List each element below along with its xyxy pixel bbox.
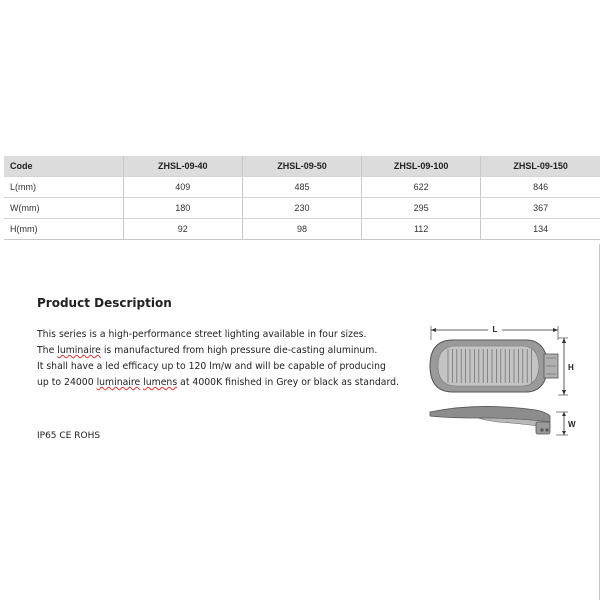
description-line [37, 375, 399, 391]
table-cell: 485 [242, 177, 361, 198]
table-cell: 367 [481, 198, 600, 219]
text-run: at 4000K finished in Grey or black as standard. [177, 377, 399, 388]
table-cell: 180 [123, 198, 242, 219]
table-cell: 98 [242, 219, 361, 240]
column-header-model: ZHSL-09-100 [362, 156, 481, 177]
description-line [37, 327, 399, 343]
table-cell: 846 [481, 177, 600, 198]
certifications: IP65 CE ROHS [37, 431, 101, 441]
table-row [4, 177, 600, 198]
table-cell: 134 [481, 219, 600, 240]
spec-table [4, 156, 600, 240]
width-label: W [568, 420, 576, 429]
text-run: It shall have a led efficacy up to 120 lm/w and will be capable of producing [37, 361, 386, 372]
column-header-model: ZHSL-09-50 [242, 156, 361, 177]
table-row [4, 198, 600, 219]
column-header-model: ZHSL-09-40 [123, 156, 242, 177]
row-label: W(mm) [4, 198, 123, 219]
spellcheck-word: luminaire [57, 345, 101, 356]
description-line [37, 359, 399, 375]
column-header-code: Code [4, 156, 123, 177]
table-cell: 92 [123, 219, 242, 240]
luminaire-dimension-drawing [418, 318, 588, 448]
row-label: L(mm) [4, 177, 123, 198]
height-label: H [568, 363, 574, 372]
column-header-model: ZHSL-09-150 [481, 156, 600, 177]
text-run: up to 24000 [37, 377, 97, 388]
description-text [37, 327, 399, 391]
description-line [37, 343, 399, 359]
table-cell: 295 [362, 198, 481, 219]
table-cell: 622 [362, 177, 481, 198]
text-run: This series is a high-performance street lighting available in four sizes. [37, 329, 367, 340]
section-title: Product Description [37, 296, 172, 310]
spellcheck-word: luminaire [96, 377, 141, 388]
table-row [4, 219, 600, 240]
text-run: The [37, 345, 58, 356]
table-cell: 409 [123, 177, 242, 198]
spec-table-header [4, 156, 600, 177]
table-cell: 112 [362, 219, 481, 240]
row-label: H(mm) [4, 219, 123, 240]
text-run: is manufactured from high pressure die-casting aluminum. [100, 345, 378, 356]
table-cell: 230 [242, 198, 361, 219]
spellcheck-word: lumens [143, 377, 178, 388]
length-label: L [492, 325, 498, 334]
